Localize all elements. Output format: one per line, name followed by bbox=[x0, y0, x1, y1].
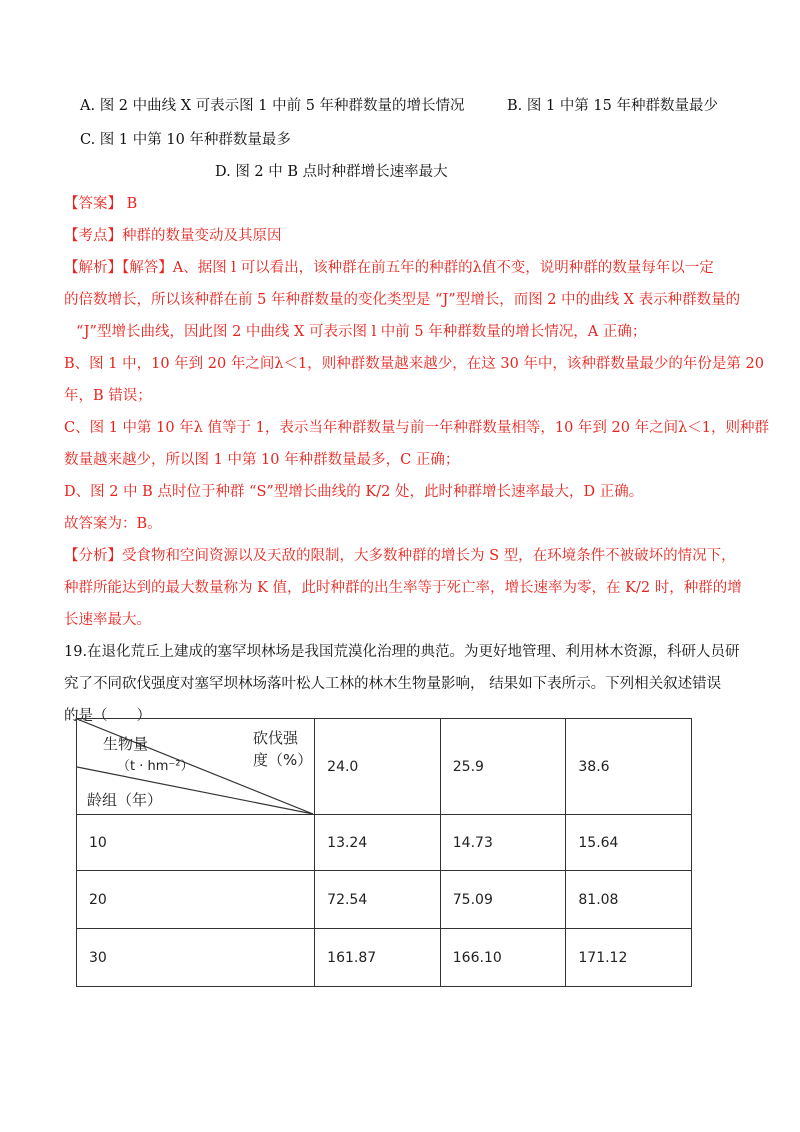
value-cell: 81.08 bbox=[566, 871, 692, 929]
fenxi-line-1 bbox=[64, 546, 736, 566]
fenxi-line-3: 长速率最大。 bbox=[64, 612, 151, 628]
fenxi-line-2: 种群所能达到的最大数量称为 K 值，此时种群的出生率等于死亡率，增长速率为零，在 K/2 时，种群的增 bbox=[64, 580, 742, 596]
diagonal-header-cell bbox=[77, 719, 315, 815]
table-header-row bbox=[77, 719, 692, 815]
jiexi-line-7: 数量越来越少，所以图 1 中第 10 年种群数量最多，C 正确； bbox=[64, 452, 460, 468]
jiexi-text: A、据图 l 可以看出，该种群在前五年的种群的λ值不变，说明种群的数量每年以一定 bbox=[172, 260, 714, 276]
value-cell: 13.24 bbox=[315, 815, 441, 871]
jiexi-line-4: B、图 1 中，10 年到 20 年之间λ＜1，则种群数量越来越少，在这 30 年中，该种群数量最少的年份是第 20 bbox=[64, 356, 764, 372]
intensity-label-line1: 砍伐强 bbox=[253, 729, 299, 747]
value-cell: 171.12 bbox=[566, 929, 692, 987]
kaodian-line bbox=[64, 226, 282, 246]
value-cell: 72.54 bbox=[315, 871, 441, 929]
biomass-label: 生物量 bbox=[103, 735, 149, 753]
biomass-unit: （t · hm⁻²） bbox=[117, 759, 194, 774]
biomass-table bbox=[76, 718, 692, 987]
answer-tag: 【答案】 bbox=[64, 196, 122, 212]
age-cell: 10 bbox=[77, 815, 315, 871]
option-c: C. 图 1 中第 10 年种群数量最多 bbox=[80, 132, 291, 148]
jiexi-line-3: “J”型增长曲线，因此图 2 中曲线 X 可表示图 l 中前 5 年种群数量的增长情况，A 正确； bbox=[76, 324, 647, 340]
option-b: B. 图 1 中第 15 年种群数量最少 bbox=[507, 98, 718, 114]
option-d: D. 图 2 中 B 点时种群增长速率最大 bbox=[215, 164, 448, 180]
question19-line-2: 究了不同砍伐强度对塞罕坝林场落叶松人工林的林木生物量影响， 结果如下表所示。下列相关叙述错误 bbox=[64, 676, 722, 692]
table-row bbox=[77, 929, 692, 987]
value-cell: 166.10 bbox=[440, 929, 566, 987]
intensity-header-2: 25.9 bbox=[440, 719, 566, 815]
jiexi-line-8: D、图 2 中 B 点时位于种群 “S”型增长曲线的 K/2 处，此时种群增长速率最大，D 正确。 bbox=[64, 484, 644, 500]
intensity-header-1: 24.0 bbox=[315, 719, 441, 815]
kaodian-value: 种群的数量变动及其原因 bbox=[122, 228, 282, 244]
answer-line bbox=[64, 194, 137, 214]
answer-value: B bbox=[126, 196, 138, 212]
intensity-header-3: 38.6 bbox=[566, 719, 692, 815]
jiexi-line-5: 年，B 错误； bbox=[64, 388, 152, 404]
age-group-label: 龄组（年） bbox=[87, 791, 163, 809]
age-cell: 20 bbox=[77, 871, 315, 929]
age-cell: 30 bbox=[77, 929, 315, 987]
question19-line-3: 的是（ ） bbox=[64, 708, 151, 724]
kaodian-tag: 【考点】 bbox=[64, 228, 122, 244]
table-row bbox=[77, 871, 692, 929]
value-cell: 75.09 bbox=[440, 871, 566, 929]
jiexi-line-6: C、图 1 中第 10 年λ 值等于 1，表示当年种群数量与前一年种群数量相等，10 年到 20 年之间λ＜1，则种群 bbox=[64, 420, 769, 436]
option-a: A. 图 2 中曲线 X 可表示图 1 中前 5 年种群数量的增长情况 bbox=[80, 98, 465, 114]
jiexi-conclusion: 故答案为：B。 bbox=[64, 516, 162, 532]
fenxi-text: 受食物和空间资源以及天敌的限制，大多数种群的增长为 S 型，在环境条件不被破坏的情况下， bbox=[122, 548, 736, 564]
value-cell: 14.73 bbox=[440, 815, 566, 871]
jiexi-line-1 bbox=[64, 258, 714, 278]
question19-line-1: 19.在退化荒丘上建成的塞罕坝林场是我国荒漠化治理的典范。为更好地管理、利用林木资源，科研人员研 bbox=[64, 644, 740, 660]
jiexi-tag: 【解析】【解答】 bbox=[64, 260, 173, 276]
value-cell: 161.87 bbox=[315, 929, 441, 987]
intensity-label-line2: 度（%） bbox=[253, 751, 313, 769]
table-row bbox=[77, 815, 692, 871]
jiexi-line-2: 的倍数增长，所以该种群在前 5 年种群数量的变化类型是 “J”型增长，而图 2 中的曲线 X 表示种群数量的 bbox=[64, 292, 741, 308]
fenxi-tag: 【分析】 bbox=[64, 548, 122, 564]
value-cell: 15.64 bbox=[566, 815, 692, 871]
